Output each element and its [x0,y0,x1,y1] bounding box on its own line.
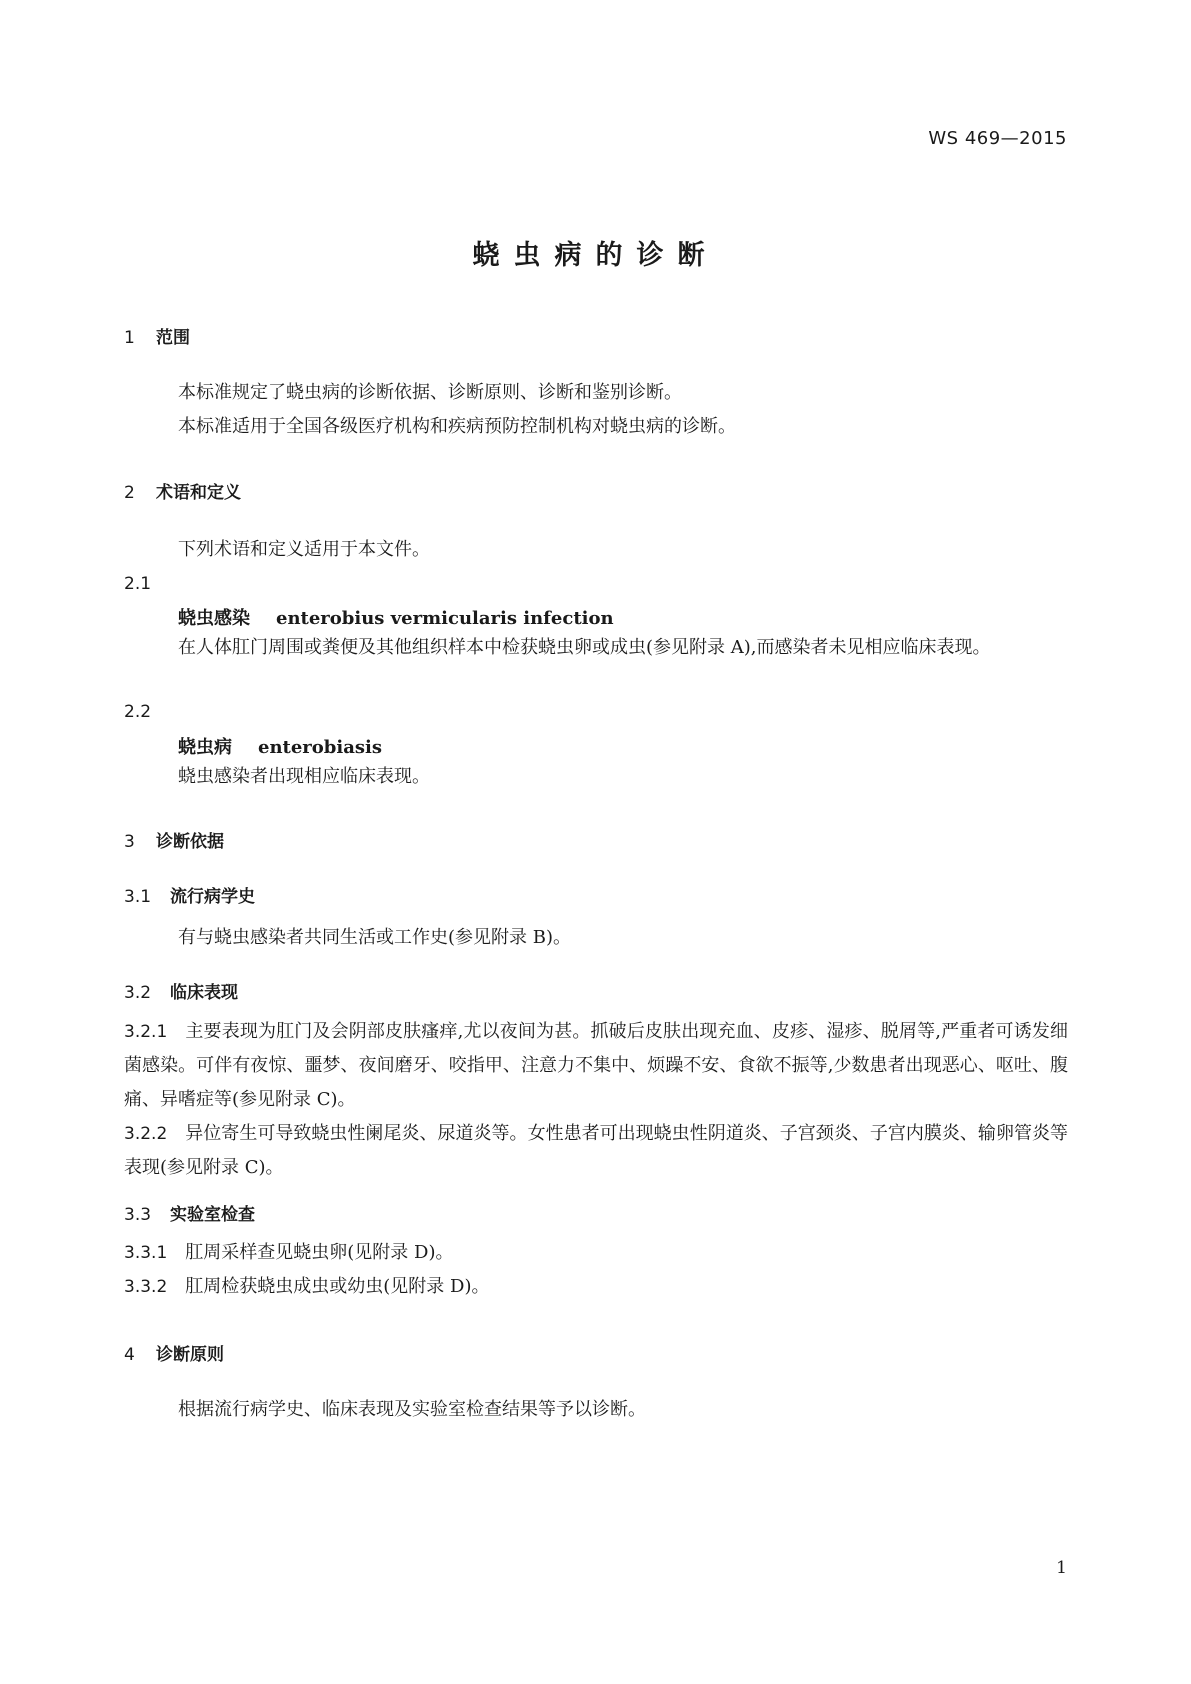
section-number: 3.1 [124,887,152,907]
section-title: 范围 [156,328,190,348]
term-english: enterobius vermicularis infection [276,608,614,629]
section-1-paragraph-2: 本标准适用于全国各级医疗机构和疾病预防控制机构对蛲虫病的诊断。 [178,416,736,437]
clause-number: 3.2.2 [124,1124,168,1144]
section-3-1-heading [124,882,255,907]
section-4-heading [124,1340,224,1365]
section-number: 3.3 [124,1205,152,1225]
term-2-1-definition: 在人体肛门周围或粪便及其他组织样本中检获蛲虫卵或成虫(参见附录 A),而感染者未见相应临床表现。 [178,637,991,658]
section-number: 2 [124,483,135,503]
standard-code: WS 469—2015 [928,128,1067,149]
section-number: 1 [124,328,135,348]
term-2-2-definition: 蛲虫感染者出现相应临床表现。 [178,766,430,787]
term-chinese: 蛲虫病 [178,737,232,758]
clause-text: 肛周检获蛲虫成虫或幼虫(见附录 D)。 [185,1276,490,1297]
section-3-2-heading [124,978,238,1003]
section-number: 3.2 [124,983,152,1003]
section-1-paragraph-1: 本标准规定了蛲虫病的诊断依据、诊断原则、诊断和鉴别诊断。 [178,382,682,403]
clause-text: 肛周采样查见蛲虫卵(见附录 D)。 [185,1242,454,1263]
clause-3-3-1 [124,1236,1068,1270]
term-2-1-number: 2.1 [124,574,152,594]
term-english: enterobiasis [258,737,382,758]
section-2-intro: 下列术语和定义适用于本文件。 [178,539,430,560]
section-title: 诊断依据 [156,832,224,852]
section-3-1-text: 有与蛲虫感染者共同生活或工作史(参见附录 B)。 [178,927,571,948]
clause-number: 3.2.1 [124,1022,168,1042]
section-title: 实验室检查 [170,1205,255,1225]
section-title: 流行病学史 [170,887,255,907]
page-number: 1 [1056,1558,1067,1578]
document-title: 蛲虫病的诊断 [472,240,719,271]
clause-text: 主要表现为肛门及会阴部皮肤瘙痒,尤以夜间为甚。抓破后皮肤出现充血、皮疹、湿疹、脱屑等,严重者可诱发细菌感染。可伴有夜惊、噩梦、夜间磨牙、咬指甲、注意力不集中、烦躁不安、食欲不振等,少数患者出现恶心、呕吐、腹痛、异嗜症等(参见附录 C)。 [124,1021,1068,1110]
term-2-2-number: 2.2 [124,702,152,722]
term-2-2-heading [178,733,382,759]
clause-3-2-2 [124,1117,1068,1185]
term-chinese: 蛲虫感染 [178,608,250,629]
clause-3-2-1 [124,1015,1068,1117]
term-2-1-heading [178,604,614,630]
section-title: 临床表现 [170,983,238,1003]
clause-text: 异位寄生可导致蛲虫性阑尾炎、尿道炎等。女性患者可出现蛲虫性阴道炎、子宫颈炎、子宫内膜炎、输卵管炎等表现(参见附录 C)。 [124,1123,1068,1178]
section-number: 4 [124,1345,135,1365]
clause-number: 3.3.2 [124,1277,168,1297]
section-4-text: 根据流行病学史、临床表现及实验室检查结果等予以诊断。 [178,1399,646,1420]
clause-number: 3.3.1 [124,1243,168,1263]
section-2-heading [124,478,241,503]
section-number: 3 [124,832,135,852]
section-1-heading [124,323,190,348]
section-title: 术语和定义 [156,483,241,503]
section-3-heading [124,827,224,852]
section-title: 诊断原则 [156,1345,224,1365]
clause-3-3-2 [124,1270,1068,1304]
section-3-3-heading [124,1200,255,1225]
